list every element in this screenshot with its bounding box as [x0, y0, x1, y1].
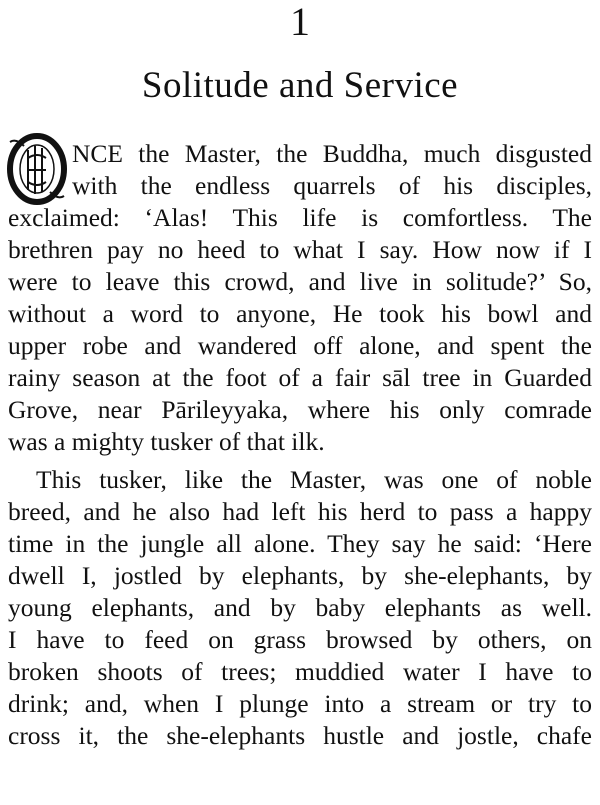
paragraph-2-line-8: drink; and, when I plunge into a stream or try to: [8, 689, 592, 718]
paragraph-1-line-6: without a word to anyone, He took his bowl and: [8, 299, 592, 328]
drop-cap-o: [6, 132, 68, 206]
paragraph-2-line-4: dwell I, jostled by elephants, by she-elephants, by: [8, 561, 592, 590]
paragraph-1-line-2: with the endless quarrels of his disciples,: [72, 171, 592, 200]
paragraph-1-line-4: brethren pay no heed to what I say. How now if I: [8, 235, 592, 264]
paragraph-2-line-9: cross it, the she-elephants hustle and jostle, chafe: [8, 721, 592, 750]
paragraph-2-line-2: breed, and he also had left his herd to pass a happy: [8, 497, 592, 526]
paragraph-2-line-5: young elephants, and by baby elephants as well.: [8, 593, 592, 622]
paragraph-1-line-7: upper robe and wandered off alone, and spent the: [8, 331, 592, 360]
paragraph-1-line-9: Grove, near Pārileyyaka, where his only comrade: [8, 395, 592, 424]
paragraph-2-line-6: I have to feed on grass browsed by others, on: [8, 625, 592, 654]
chapter-title: Solitude and Service: [141, 65, 459, 106]
chapter-number: 1: [290, 0, 310, 44]
paragraph-1-line-8: rainy season at the foot of a fair sāl tree in Guarded: [8, 363, 592, 392]
paragraph-1-line-1: NCE the Master, the Buddha, much disgusted: [72, 139, 592, 168]
paragraph-1-line-3: exclaimed: ‘Alas! This life is comfortless. The: [8, 203, 592, 232]
paragraph-2-line-7: broken shoots of trees; muddied water I have to: [8, 657, 592, 686]
paragraph-2-line-1: This tusker, like the Master, was one of noble: [36, 465, 592, 494]
paragraph-1-line-10: was a mighty tusker of that ilk.: [8, 427, 325, 456]
paragraph-2-line-3: time in the jungle all alone. They say he said: ‘Here: [8, 529, 592, 558]
paragraph-1-line-5: were to leave this crowd, and live in solitude?’ So,: [8, 267, 592, 296]
